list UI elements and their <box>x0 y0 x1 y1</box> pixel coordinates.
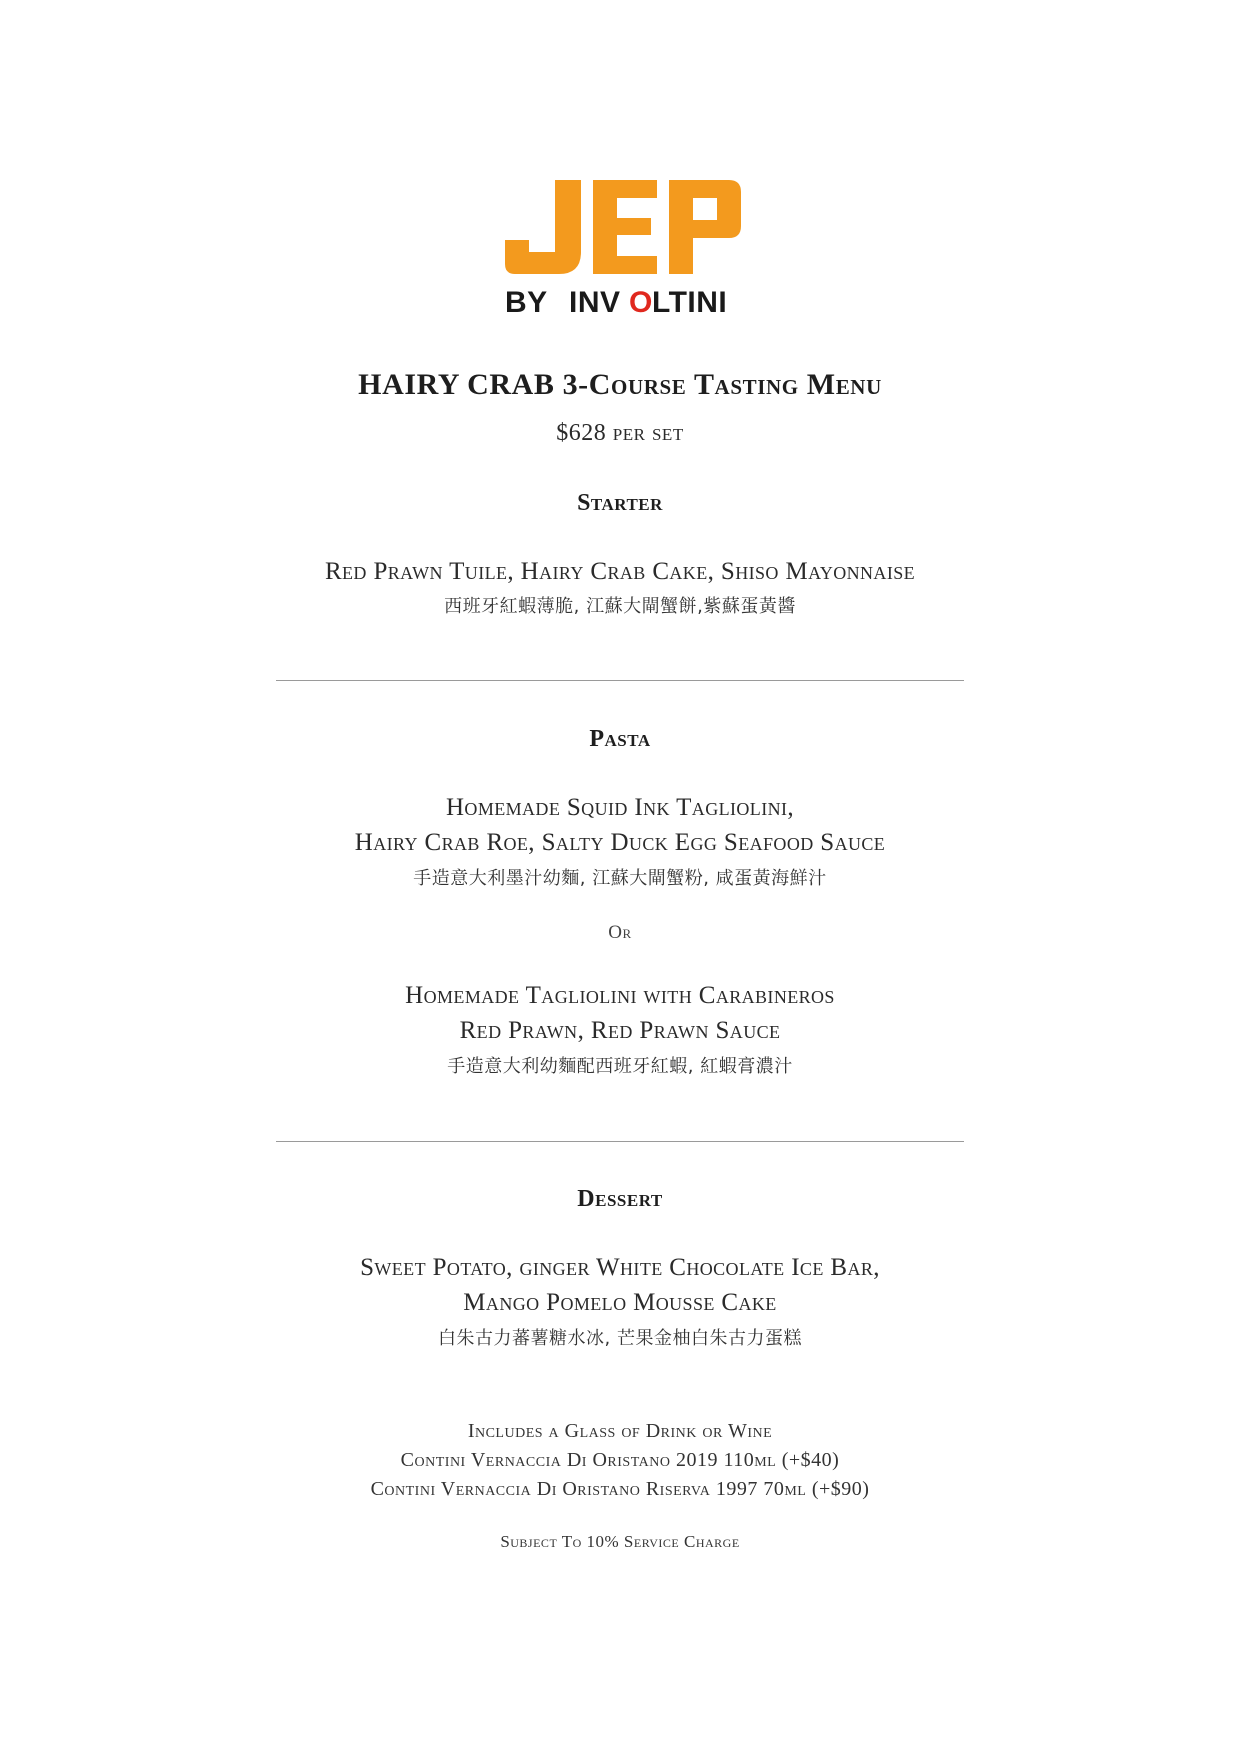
pasta-heading: Pasta <box>589 726 651 752</box>
pasta-option1-chinese: 手造意大利墨汁幼麵, 江蘇大閘蟹粉, 咸蛋黃海鮮汁 <box>413 868 827 889</box>
dessert-dish-line2: Mango Pomelo Mousse Cake <box>463 1289 777 1316</box>
pasta-option2-chinese: 手造意大利幼麵配西班牙紅蝦, 紅蝦膏濃汁 <box>447 1056 793 1077</box>
jep-by-involtini-logo <box>505 180 745 320</box>
section-divider <box>276 680 964 681</box>
svg-text:INV: INV <box>569 286 621 319</box>
starter-dish-chinese: 西班牙紅蝦薄脆, 江蘇大閘蟹餅,紫蘇蛋黃醬 <box>444 596 796 617</box>
pasta-or-label: Or <box>608 922 632 943</box>
dessert-dish-chinese: 白朱古力蕃薯糖水冰, 芒果金柚白朱古力蛋糕 <box>438 1328 802 1349</box>
pasta-option1-line2: Hairy Crab Roe, Salty Duck Egg Seafood Sauce <box>354 829 886 856</box>
dessert-dish-line1: Sweet Potato, ginger White Chocolate Ice Bar, <box>360 1254 880 1281</box>
wine-option-1997: Contini Vernaccia Di Oristano Riserva 1997 70ml (+$90) <box>370 1478 870 1500</box>
starter-heading: Starter <box>577 490 663 516</box>
menu-price: $628 per set <box>556 420 684 446</box>
svg-text:BY: BY <box>505 286 548 319</box>
logo-mark <box>505 180 745 320</box>
starter-dish-line1: Red Prawn Tuile, Hairy Crab Cake, Shiso Mayonnaise <box>324 558 916 585</box>
pasta-option2-line1: Homemade Tagliolini with Carabineros <box>405 982 835 1009</box>
service-charge-note: Subject To 10% Service Charge <box>500 1532 740 1551</box>
svg-text:O: O <box>629 286 653 319</box>
menu-title: HAIRY CRAB 3-Course Tasting Menu <box>358 368 882 401</box>
wine-option-2019: Contini Vernaccia Di Oristano 2019 110ml (+$40) <box>400 1449 840 1471</box>
drink-inclusion-line: Includes a Glass of Drink or Wine <box>467 1420 773 1442</box>
section-divider <box>276 1141 964 1142</box>
pasta-option1-line1: Homemade Squid Ink Tagliolini, <box>445 794 795 821</box>
pasta-option2-line2: Red Prawn, Red Prawn Sauce <box>459 1017 781 1044</box>
svg-text:LTINI: LTINI <box>652 286 728 319</box>
dessert-heading: Dessert <box>577 1186 663 1212</box>
